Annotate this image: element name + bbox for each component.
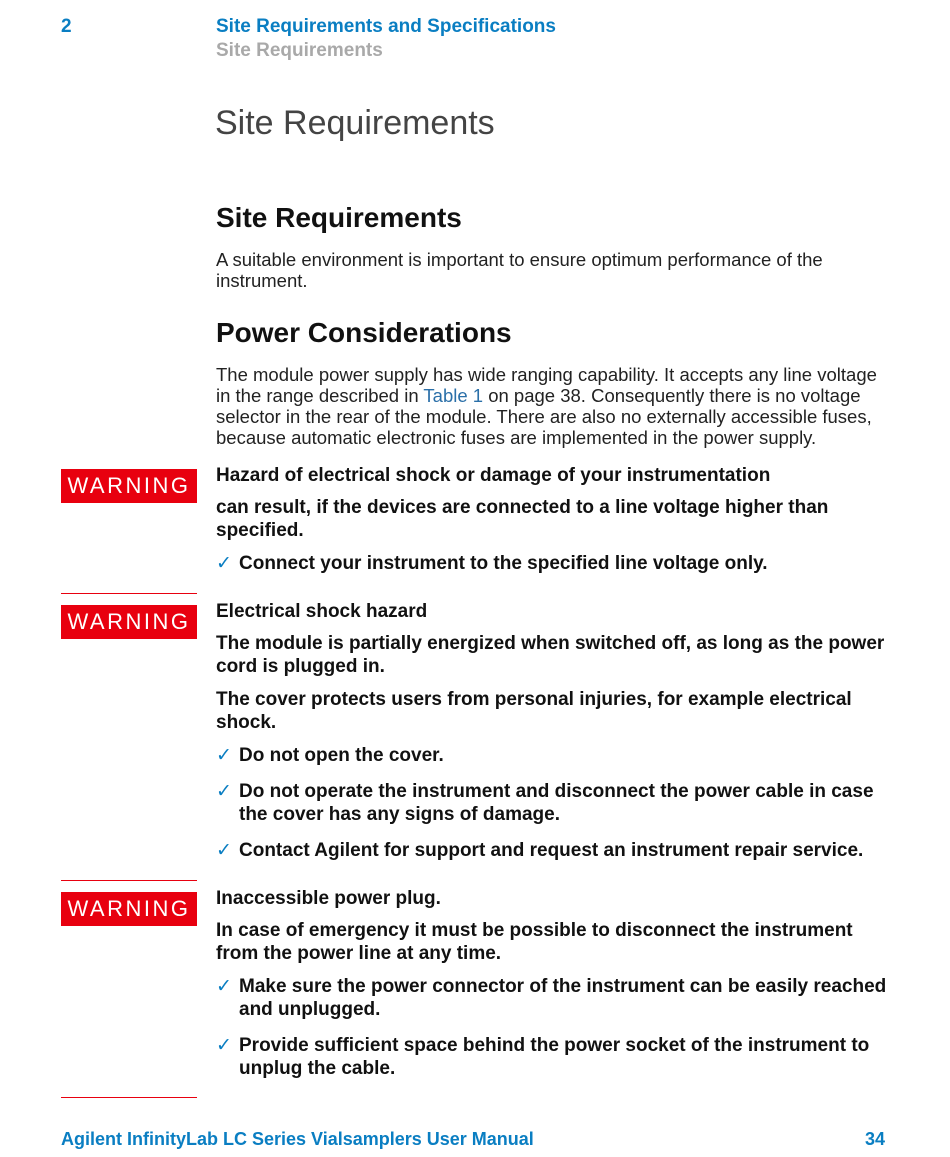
check-icon: ✓ [216, 553, 232, 574]
warning-3-item [216, 975, 896, 1021]
section-title: Site Requirements [216, 40, 383, 61]
warning-badge-3: WARNING [61, 892, 197, 926]
warning-2-title: Electrical shock hazard [216, 601, 428, 622]
check-icon: ✓ [216, 745, 232, 766]
warning-divider-3 [61, 1097, 197, 1098]
site-requirements-body: A suitable environment is important to ensure optimum performance of the instrument. [216, 249, 823, 291]
warning-3-item [216, 1034, 896, 1080]
warning-2-paragraph: The cover protects users from personal injuries, for example electrical shock. [216, 689, 852, 733]
warning-2-paragraph: The module is partially energized when switched off, as long as the power cord is plugged in. [216, 633, 885, 677]
power-body-part1: The module power supply has wide ranging capability. It accepts any line voltage in the range described in [216, 364, 877, 406]
warning-badge-2: WARNING [61, 605, 197, 639]
warning-2-item-text: Do not open the cover. [239, 745, 444, 766]
check-icon: ✓ [216, 840, 232, 861]
warning-2-item-text: Contact Agilent for support and request an instrument repair service. [239, 840, 864, 861]
warning-badge-1: WARNING [61, 469, 197, 503]
site-requirements-heading: Site Requirements [216, 202, 462, 233]
warning-1-paragraph: can result, if the devices are connected to a line voltage higher than specified. [216, 497, 829, 541]
warning-1 [216, 464, 896, 588]
warning-3 [216, 887, 896, 1093]
warning-3-title: Inaccessible power plug. [216, 888, 441, 909]
check-icon: ✓ [216, 976, 232, 997]
footer-page-number: 34 [864, 1129, 885, 1149]
warning-1-item [216, 552, 896, 575]
warning-3-item-text: Provide sufficient space behind the power socket of the instrument to unplug the cable. [239, 1035, 870, 1079]
power-body-part2: on page 38. Consequently there is no voltage selector in the rear of the module. There are also no externally accessible fuses, because automatic electronic fuses are implemented in the power supply. [216, 385, 872, 448]
power-considerations-body [216, 364, 896, 448]
warning-3-item-text: Make sure the power connector of the instrument can be easily reached and unplugged. [239, 976, 887, 1020]
page-title: Site Requirements [215, 104, 495, 142]
warning-2-item [216, 780, 896, 826]
table-1-link[interactable]: Table 1 [423, 385, 484, 406]
warning-3-paragraph: In case of emergency it must be possible to disconnect the instrument from the power line at any time. [216, 920, 853, 964]
warning-2-item [216, 839, 896, 862]
check-icon: ✓ [216, 1035, 232, 1056]
chapter-title: Site Requirements and Specifications [216, 16, 556, 37]
warning-2 [216, 600, 896, 875]
warning-1-title: Hazard of electrical shock or damage of your instrumentation [216, 465, 771, 486]
chapter-number: 2 [61, 16, 72, 37]
warning-divider-1 [61, 593, 197, 594]
warning-divider-2 [61, 880, 197, 881]
power-considerations-heading: Power Considerations [216, 317, 512, 348]
check-icon: ✓ [216, 781, 232, 802]
warning-2-item [216, 744, 896, 767]
warning-2-item-text: Do not operate the instrument and disconnect the power cable in case the cover has any signs of damage. [239, 781, 874, 825]
warning-1-item-text: Connect your instrument to the specified line voltage only. [239, 553, 768, 574]
footer-manual-title: Agilent InfinityLab LC Series Vialsamplers User Manual [61, 1129, 534, 1149]
